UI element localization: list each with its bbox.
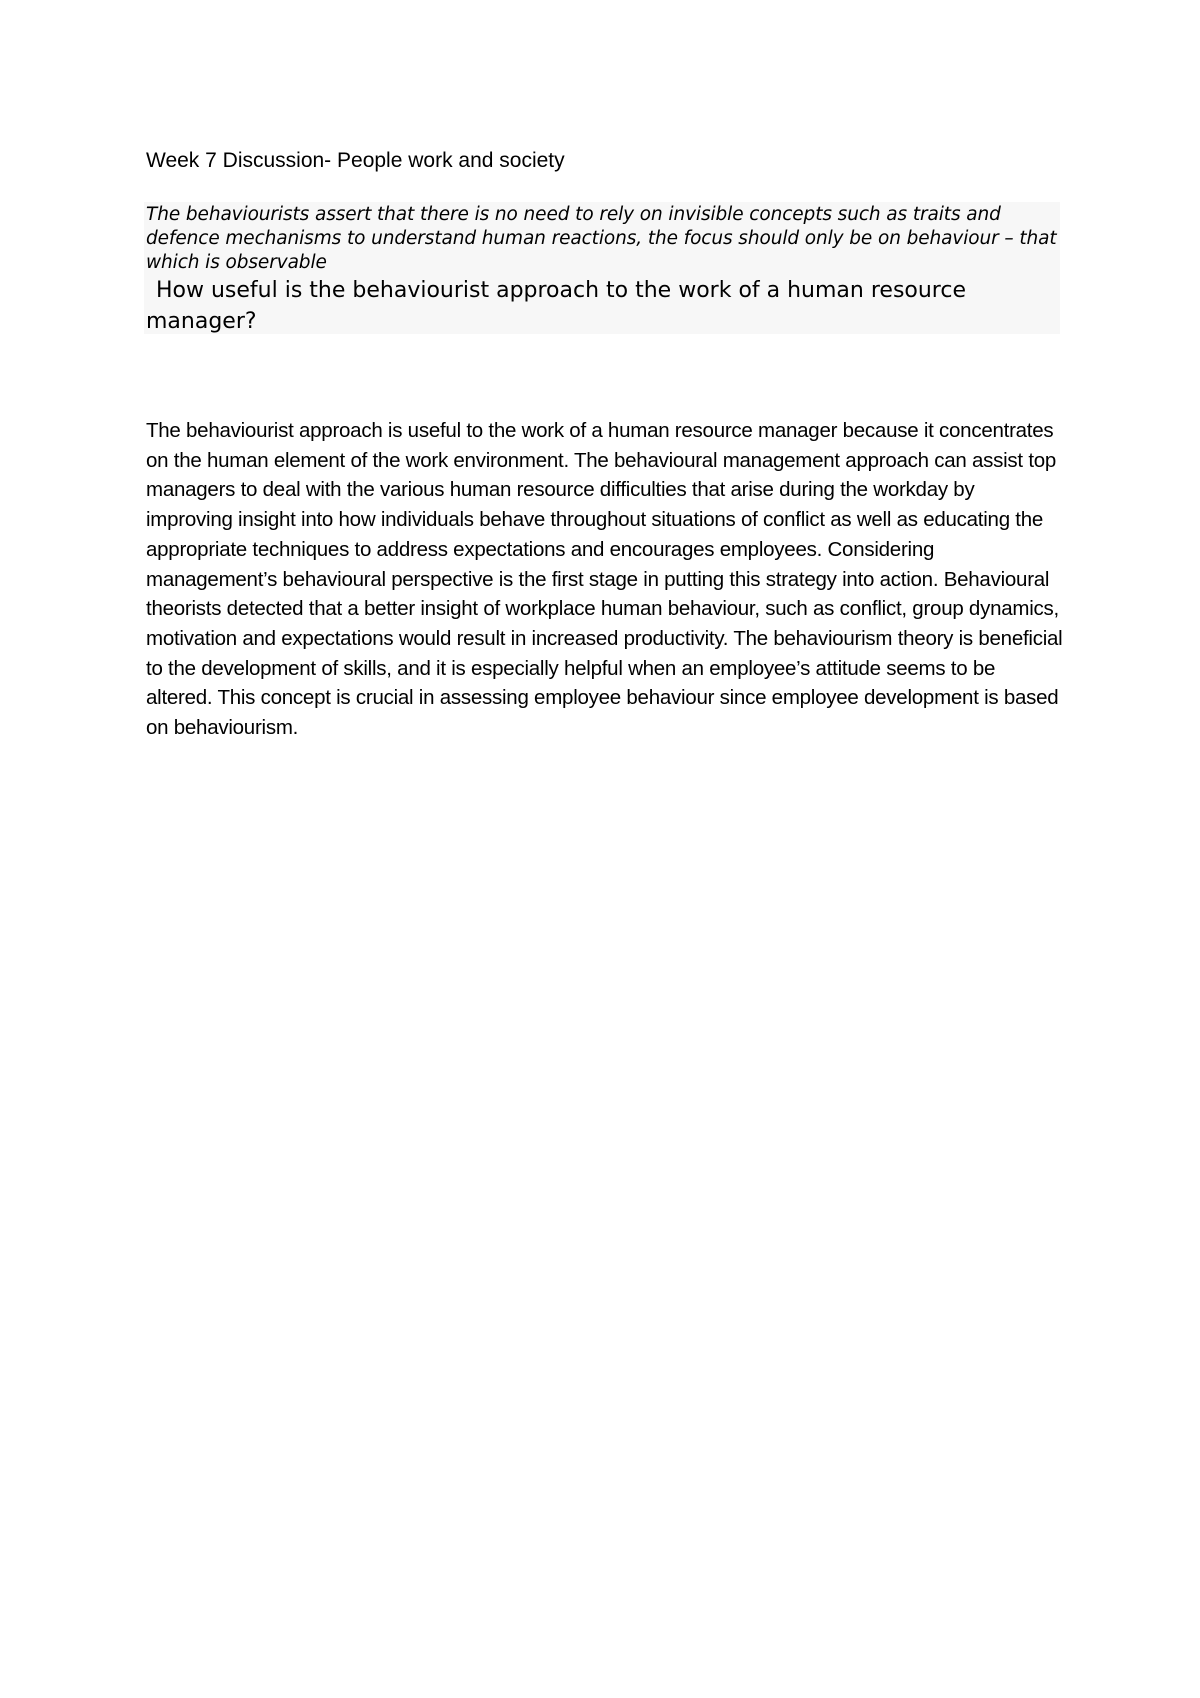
discussion-prompt: The behaviourists assert that there is no need to rely on invisible concepts such as traits and defence mechanisms to understand human reactions, the focus should only be on behaviour – that which is observable (146, 204, 1057, 273)
discussion-question: How useful is the behaviourist approach to the work of a human resource manager? (146, 278, 967, 334)
document-heading: Week 7 Discussion- People work and society (146, 149, 565, 172)
answer-paragraph: The behaviourist approach is useful to the work of a human resource manager because it concentrates on the human element of the work environment. The behavioural management approach can assist top managers to deal with the various human resource difficulties that arise during the workday by improving insight into how individuals behave throughout situations of conflict as well as educating the appropriate techniques to address expectations and encourages employees. Considering management’s behavioural perspective is the first stage in putting this strategy into action. Behavioural theorists detected that a better insight of workplace human behaviour, such as conflict, group dynamics, motivation and expectations would result in increased productivity. The behaviourism theory is beneficial to the development of skills, and it is especially helpful when an employee’s attitude seems to be altered. This concept is crucial in assessing employee behaviour since employee development is based on behaviourism. (146, 419, 1063, 740)
